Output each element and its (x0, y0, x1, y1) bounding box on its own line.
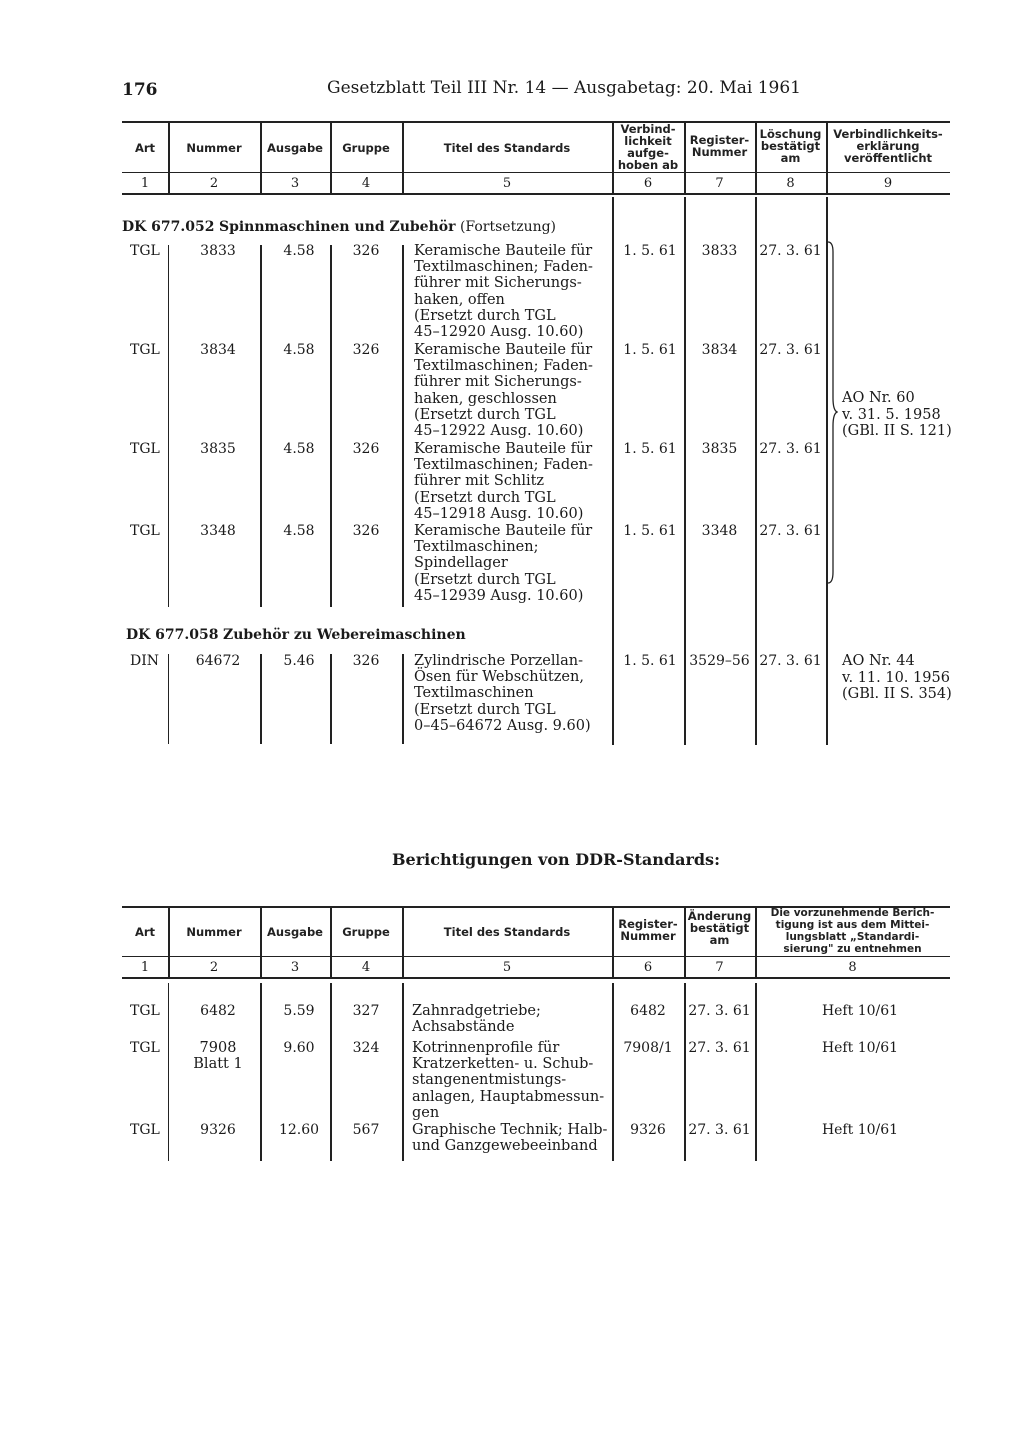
corrections-heading: Berichtigungen von DDR-Standards: (392, 850, 720, 869)
cell-art: TGL (130, 441, 160, 457)
section-name: Spinnmaschinen und Zubehör (218, 219, 456, 235)
col-header-register: Register- Nummer (618, 917, 678, 943)
cell-titel: Graphische Technik; Halb- und Ganzgewebeeinband (412, 1122, 608, 1155)
page-number: 176 (122, 80, 158, 100)
col-header-verbindlichkeit: Verbindlichkeits- erklärung veröffentlicht (833, 127, 943, 165)
cell-register: 3835 (701, 441, 738, 457)
col-header-art: Art (134, 141, 156, 155)
cell-heft: Heft 10/61 (821, 1122, 899, 1138)
cell-nummer: 64672 (195, 653, 241, 669)
cell-titel: Keramische Bauteile für Textilmaschinen; Faden- führer mit Sicherungs- haken, offen (Ersetzt durch TGL 45–12920 Ausg. 10.60) (414, 243, 593, 341)
cell-aufgehoben: 1. 5. 61 (623, 523, 677, 539)
cell-aenderung: 27. 3. 61 (688, 1122, 751, 1138)
cell-titel: Zahnradgetriebe; Achsabstände (412, 1003, 541, 1036)
col-header-berichtigung: Die vorzunehmende Berich- tigung ist aus dem Mittei- lungsblatt „Standardi- sierung" zu entnehmen (770, 907, 935, 955)
cell-register: 3529–56 (689, 653, 750, 669)
cell-ausgabe: 9.60 (283, 1040, 315, 1056)
cell-heft: Heft 10/61 (821, 1040, 899, 1056)
cell-aenderung: 27. 3. 61 (688, 1003, 751, 1019)
col-number: 8 (786, 176, 795, 191)
cell-loeschung: 27. 3. 61 (759, 342, 822, 358)
cell-art: TGL (130, 243, 160, 259)
cell-nummer: 6482 (200, 1003, 236, 1019)
section-heading-webereimaschinen (126, 627, 466, 643)
cell-ausgabe: 4.58 (283, 243, 315, 259)
col-number: 3 (290, 176, 300, 191)
cell-titel: Zylindrische Porzellan- Ösen für Webschützen, Textilmaschinen (Ersetzt durch TGL 0–45–64672 Ausg. 9.60) (414, 653, 591, 734)
col-header-ausgabe: Ausgabe (267, 925, 323, 939)
cell-titel: Keramische Bauteile für Textilmaschinen; Faden- führer mit Sicherungs- haken, geschlossen (Ersetzt durch TGL 45–12922 Ausg. 10.60) (414, 342, 593, 440)
cell-loeschung: 27. 3. 61 (759, 243, 822, 259)
cell-ausgabe: 5.59 (283, 1003, 315, 1019)
cell-register: 7908/1 (623, 1040, 673, 1056)
cell-aufgehoben: 1. 5. 61 (623, 243, 677, 259)
cell-aufgehoben: 1. 5. 61 (623, 653, 677, 669)
col-number: 2 (209, 176, 219, 191)
cell-aufgehoben: 1. 5. 61 (623, 342, 677, 358)
section-name: Zubehör zu Webereimaschinen (222, 627, 466, 643)
cell-aufgehoben: 1. 5. 61 (623, 441, 677, 457)
cell-loeschung: 27. 3. 61 (759, 441, 822, 457)
col-header-titel: Titel des Standards (443, 141, 571, 155)
cell-register: 9326 (630, 1122, 666, 1138)
col-header-loeschung: Löschung bestätigt am (759, 127, 822, 165)
page-title: Gesetzblatt Teil III Nr. 14 — Ausgabetag: 20. Mai 1961 (327, 78, 801, 98)
cell-titel: Kotrinnenprofile für Kratzerketten- u. Schub- stangenentmistungs- anlagen, Hauptabmessun- gen (412, 1040, 605, 1121)
cell-art: TGL (130, 1122, 160, 1138)
col-number: 2 (209, 960, 219, 975)
cell-nummer: 3834 (200, 342, 236, 358)
col-header-register: Register- Nummer (689, 133, 750, 159)
col-header-titel: Titel des Standards (443, 925, 571, 939)
cell-gruppe: 326 (352, 653, 380, 669)
table-1-number-rule (122, 193, 950, 195)
verbindlichkeit-reference-2: AO Nr. 44 v. 11. 10. 1956 (GBl. II S. 354) (842, 653, 952, 702)
cell-heft: Heft 10/61 (821, 1003, 899, 1019)
col-header-aufgehoben: Verbind- lichkeit aufge- hoben ab (617, 122, 679, 172)
brace-icon (824, 240, 838, 585)
cell-register: 3833 (701, 243, 738, 259)
cell-art: TGL (130, 1003, 160, 1019)
cell-ausgabe: 5.46 (283, 653, 315, 669)
col-header-gruppe: Gruppe (342, 141, 390, 155)
cell-register: 3348 (701, 523, 738, 539)
col-number: 7 (715, 176, 724, 191)
col-header-art: Art (134, 925, 156, 939)
col-number: 5 (502, 176, 512, 191)
col-number: 8 (848, 960, 857, 975)
col-header-ausgabe: Ausgabe (267, 141, 323, 155)
col-number: 9 (883, 176, 893, 191)
cell-loeschung: 27. 3. 61 (759, 523, 822, 539)
col-header-nummer: Nummer (186, 925, 242, 939)
cell-gruppe: 326 (352, 441, 380, 457)
col-number: 6 (643, 176, 653, 191)
section-heading-spinnmaschinen (122, 219, 556, 235)
cell-gruppe: 324 (352, 1040, 380, 1056)
col-number: 5 (502, 960, 512, 975)
cell-nummer: 7908 Blatt 1 (193, 1040, 243, 1073)
col-number: 1 (140, 176, 150, 191)
cell-ausgabe: 4.58 (283, 342, 315, 358)
cell-ausgabe: 12.60 (278, 1122, 320, 1138)
col-number: 4 (361, 960, 371, 975)
cell-gruppe: 567 (352, 1122, 380, 1138)
cell-art: TGL (130, 523, 160, 539)
col-header-aenderung: Änderung bestätigt am (687, 909, 752, 947)
cell-art: DIN (130, 653, 160, 669)
cell-gruppe: 326 (352, 243, 380, 259)
col-header-gruppe: Gruppe (342, 925, 390, 939)
cell-gruppe: 327 (352, 1003, 380, 1019)
cell-gruppe: 326 (352, 523, 380, 539)
col-number: 3 (290, 960, 300, 975)
cell-art: TGL (130, 1040, 160, 1056)
cell-nummer: 3833 (200, 243, 236, 259)
col-number: 1 (140, 960, 150, 975)
cell-art: TGL (130, 342, 160, 358)
col-header-nummer: Nummer (186, 141, 242, 155)
cell-ausgabe: 4.58 (283, 441, 315, 457)
cell-ausgabe: 4.58 (283, 523, 315, 539)
cell-titel: Keramische Bauteile für Textilmaschinen; Spindellager (Ersetzt durch TGL 45–12939 Ausg. 10.60) (414, 523, 593, 604)
cell-register: 6482 (630, 1003, 666, 1019)
section-code: DK 677.058 (126, 627, 219, 643)
cell-nummer: 9326 (200, 1122, 236, 1138)
cell-register: 3834 (701, 342, 738, 358)
cell-loeschung: 27. 3. 61 (759, 653, 822, 669)
col-number: 7 (715, 960, 724, 975)
cell-gruppe: 326 (352, 342, 380, 358)
cell-nummer: 3348 (200, 523, 236, 539)
section-suffix: (Fortsetzung) (459, 219, 557, 235)
cell-nummer: 3835 (200, 441, 236, 457)
col-number: 6 (643, 960, 653, 975)
verbindlichkeit-reference-1: AO Nr. 60 v. 31. 5. 1958 (GBl. II S. 121) (842, 390, 952, 439)
cell-titel: Keramische Bauteile für Textilmaschinen; Faden- führer mit Schlitz (Ersetzt durch TGL 45–12918 Ausg. 10.60) (414, 441, 593, 522)
section-code: DK 677.052 (122, 219, 215, 235)
cell-aenderung: 27. 3. 61 (688, 1040, 751, 1056)
col-number: 4 (361, 176, 371, 191)
